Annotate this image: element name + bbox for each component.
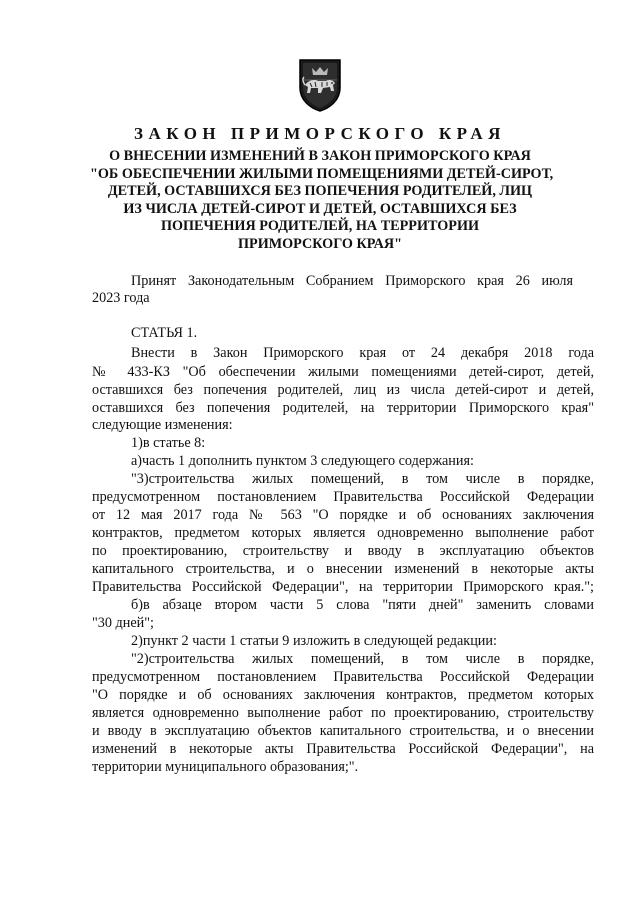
article-line: территории муниципального образования;". — [92, 759, 359, 775]
article-line: Внести в Закон Приморского края от 24 декабря 2018 года — [131, 345, 594, 361]
article-heading: СТАТЬЯ 1. — [131, 325, 198, 341]
adoption-line: Принят Законодательным Собранием Приморского края 26 июля — [131, 273, 573, 289]
subtitle-line: ПРИМОРСКОГО КРАЯ" — [238, 235, 402, 252]
article-line: изменений в некоторые акты Правительства Российской Федерации", на — [92, 741, 594, 757]
article-line: по проектированию, строительству и вводу в эксплуатацию объектов — [92, 543, 594, 559]
adoption-line: 2023 года — [92, 290, 150, 306]
article-line: № 433-КЗ "Об обеспечении жилыми помещениями детей-сирот, детей, — [92, 364, 594, 380]
coat-of-arms-tiger-icon — [296, 58, 344, 112]
article-line: 2)пункт 2 части 1 статьи 9 изложить в следующей редакции: — [131, 633, 497, 649]
subtitle-line: "ОБ ОБЕСПЕЧЕНИИ ЖИЛЫМИ ПОМЕЩЕНИЯМИ ДЕТЕЙ-СИРОТ, — [90, 165, 554, 182]
article-line: "3)строительства жилых помещений, в том числе в порядке, — [131, 471, 594, 487]
article-line: "2)строительства жилых помещений, в том числе в порядке, — [131, 651, 594, 667]
article-line: капитального строительства, и о внесении изменений в некоторые акты — [92, 561, 594, 577]
article-line: 1)в статье 8: — [131, 435, 206, 451]
article-line: а)часть 1 дополнить пунктом 3 следующего содержания: — [131, 453, 474, 469]
article-line: оставшихся без попечения родителей, лиц из числа детей-сирот и детей, — [92, 382, 594, 398]
article-line: Правительства Российской Федерации", на территории Приморского края."; — [92, 579, 594, 595]
law-title: ЗАКОН ПРИМОРСКОГО КРАЯ — [134, 124, 506, 143]
article-line: предусмотренном постановлением Правительства Российской Федерации — [92, 669, 594, 685]
subtitle-line: О ВНЕСЕНИИ ИЗМЕНЕНИЙ В ЗАКОН ПРИМОРСКОГО КРАЯ — [109, 148, 531, 164]
article-line: предусмотренном постановлением Правительства Российской Федерации — [92, 489, 594, 505]
article-line: "30 дней"; — [92, 615, 154, 631]
article-line: оставшихся без попечения родителей, на территории Приморского края" — [92, 400, 594, 416]
article-line: следующие изменения: — [92, 417, 233, 433]
article-line: и вводу в эксплуатацию объектов капитального строительства, и о внесении — [92, 723, 594, 739]
article-line: контрактов, предметом которых является одновременно выполнение работ — [92, 525, 594, 541]
article-line: является одновременно выполнение работ по проектированию, строительству — [92, 705, 594, 721]
subtitle-line: ДЕТЕЙ, ОСТАВШИХСЯ БЕЗ ПОПЕЧЕНИЯ РОДИТЕЛЕЙ, ЛИЦ — [107, 183, 533, 200]
article-line: от 12 мая 2017 года № 563 "О порядке и об основаниях заключения — [92, 507, 594, 523]
article-line: "О порядке и об основаниях заключения контрактов, предметом которых — [92, 687, 594, 703]
subtitle-line: ИЗ ЧИСЛА ДЕТЕЙ-СИРОТ И ДЕТЕЙ, ОСТАВШИХСЯ БЕЗ — [123, 200, 517, 217]
article-line: б)в абзаце втором части 5 слова "пяти дней" заменить словами — [131, 597, 594, 613]
law-subtitle — [90, 148, 554, 254]
subtitle-line: ПОПЕЧЕНИЯ РОДИТЕЛЕЙ, НА ТЕРРИТОРИИ — [160, 218, 480, 235]
